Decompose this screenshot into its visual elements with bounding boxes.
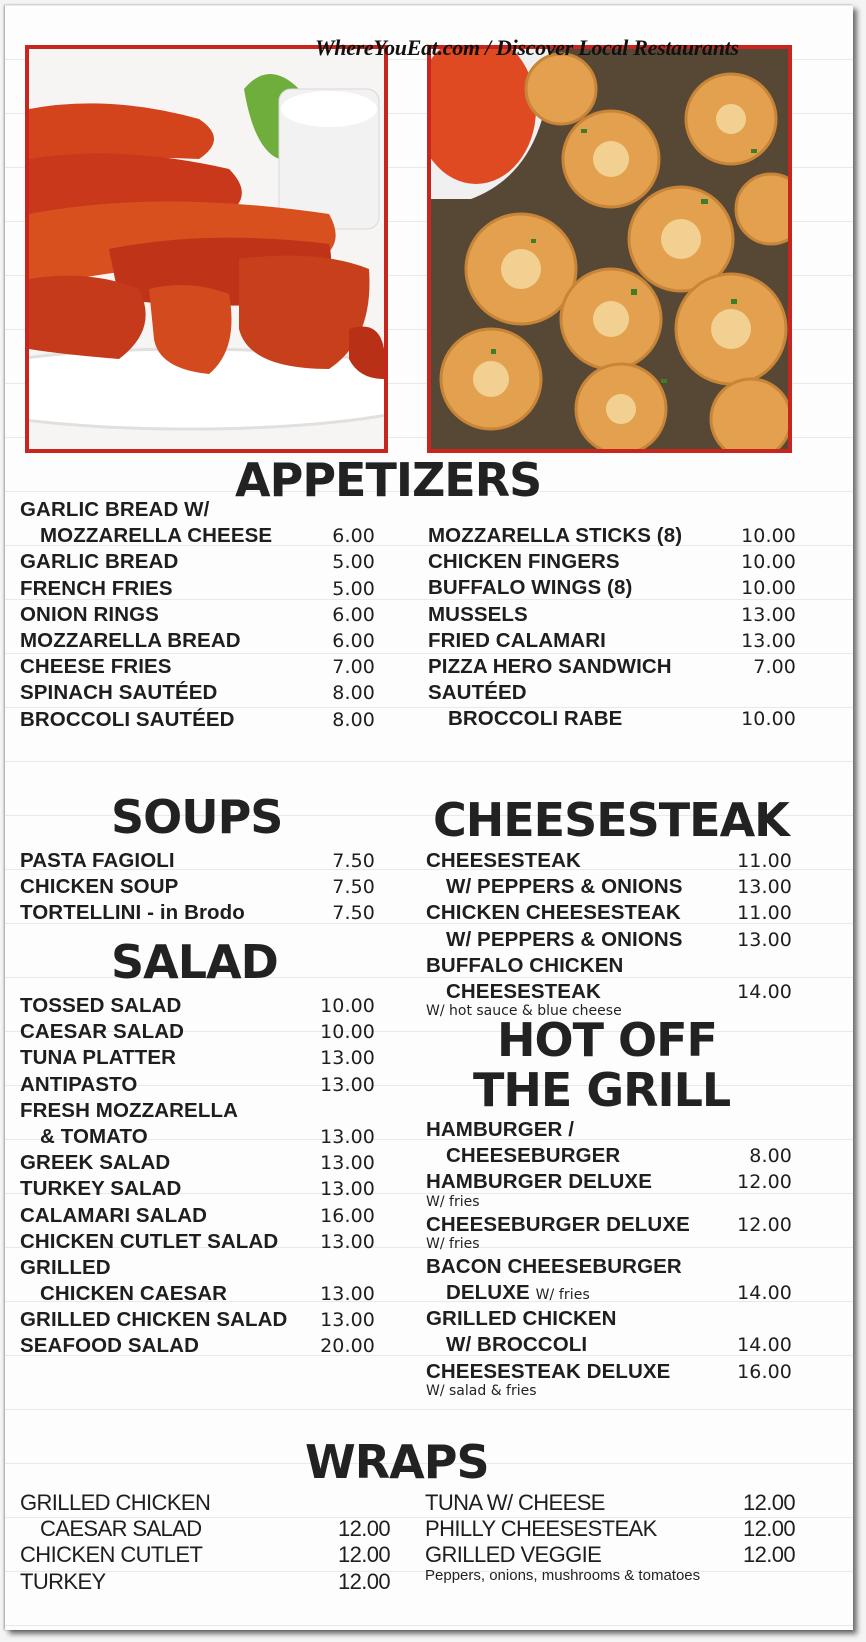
menu-item: TURKEY SALAD 13.00 — [20, 1177, 375, 1201]
menu-item: TUNA PLATTER 13.00 — [20, 1046, 375, 1070]
menu-item: ANTIPASTO 13.00 — [20, 1072, 375, 1096]
menu-item: GRILLED VEGGIE 12.00 — [425, 1542, 795, 1568]
menu-item: W/ BROCCOLI 14.00 — [446, 1333, 792, 1357]
menu-item: PIZZA HERO SANDWICH 7.00 — [428, 654, 796, 678]
grill-list — [426, 1117, 792, 1401]
menu-item: GRILLED CHICKEN — [426, 1307, 617, 1331]
menu-item: SAUTÉED — [428, 681, 527, 705]
salad-heading: SALAD — [111, 935, 278, 989]
menu-item: FRIED CALAMARI 13.00 — [428, 628, 796, 652]
menu-item: BROCCOLI SAUTÉED 8.00 — [20, 707, 375, 731]
menu-item: & TOMATO 13.00 — [40, 1124, 375, 1148]
cheesesteak-list — [426, 848, 792, 1021]
menu-item: SEAFOOD SALAD 20.00 — [20, 1334, 375, 1358]
menu-item: PASTA FAGIOLI 7.50 — [20, 849, 375, 872]
menu-item: HAMBURGER / — [426, 1118, 575, 1141]
wraps-heading: WRAPS — [305, 1435, 489, 1489]
cheesesteak-heading: CHEESESTEAK — [433, 793, 789, 847]
menu-item: GARLIC BREAD W/ — [20, 498, 210, 521]
soups-heading: SOUPS — [111, 790, 283, 844]
grill-heading-line1: HOT OFF — [497, 1013, 717, 1067]
menu-item: GRILLED CHICKEN — [20, 1490, 211, 1515]
inline-note: W/ fries — [535, 1286, 590, 1303]
wraps-left-list — [20, 1490, 390, 1595]
menu-item: MOZZARELLA CHEESE 6.00 — [40, 524, 375, 548]
menu-item: CALAMARI SALAD 16.00 — [20, 1203, 375, 1227]
menu-item: CHEESEBURGER DELUXE 12.00 — [426, 1212, 792, 1236]
item-note: W/ fries — [426, 1235, 480, 1252]
buffalo-wings-photo — [25, 45, 388, 453]
menu-item: CHICKEN SOUP 7.50 — [20, 875, 375, 899]
menu-item: TURKEY 12.00 — [20, 1568, 390, 1594]
menu-item: BACON CHEESEBURGER — [426, 1254, 682, 1278]
menu-item: MOZZARELLA BREAD 6.00 — [20, 628, 375, 652]
item-note: W/ fries — [426, 1193, 480, 1210]
appetizers-left-list — [20, 497, 375, 733]
grill-heading-line2: THE GRILL — [473, 1063, 731, 1117]
menu-item: TORTELLINI - in Brodo 7.50 — [20, 901, 375, 925]
menu-item: TOSSED SALAD 10.00 — [20, 994, 375, 1017]
menu-item: PHILLY CHEESESTEAK 12.00 — [425, 1516, 795, 1542]
fried-calamari-photo — [427, 45, 792, 453]
menu-item: CHICKEN CHEESESTEAK 11.00 — [426, 901, 792, 925]
soups-list — [20, 848, 375, 927]
menu-item: CHICKEN FINGERS 10.00 — [428, 550, 796, 574]
item-note: W/ hot sauce & blue cheese — [426, 1003, 622, 1020]
menu-page — [5, 5, 853, 1630]
appetizers-heading: APPETIZERS — [235, 453, 542, 507]
menu-item: CHEESESTEAK 11.00 — [426, 849, 792, 872]
salad-list — [20, 993, 375, 1360]
menu-item: FRESH MOZZARELLA — [20, 1098, 238, 1122]
menu-item: HAMBURGER DELUXE 12.00 — [426, 1170, 792, 1194]
menu-item: TUNA W/ CHEESE 12.00 — [425, 1490, 795, 1515]
menu-item: BROCCOLI RABE 10.00 — [448, 707, 796, 731]
menu-item: DELUXE W/ fries 14.00 — [446, 1280, 792, 1304]
site-watermark: WhereYouEat.com / Discover Local Restaurants — [315, 35, 739, 60]
menu-item: GARLIC BREAD 5.00 — [20, 550, 375, 574]
menu-item: CAESAR SALAD 12.00 — [40, 1516, 390, 1542]
menu-item: CHICKEN CUTLET 12.00 — [20, 1542, 390, 1568]
menu-item: FRENCH FRIES 5.00 — [20, 576, 375, 600]
item-note: W/ salad & fries — [426, 1382, 537, 1399]
menu-item: CHEESESTEAK DELUXE 16.00 — [426, 1359, 792, 1383]
item-note: Peppers, onions, mushrooms & tomatoes — [425, 1566, 701, 1584]
menu-item: MOZZARELLA STICKS (8) 10.00 — [428, 524, 796, 547]
menu-item: CHICKEN CUTLET SALAD 13.00 — [20, 1229, 375, 1253]
appetizers-right-list — [428, 523, 796, 733]
fried-calamari-image-icon — [431, 49, 788, 449]
menu-item: SPINACH SAUTÉED 8.00 — [20, 681, 375, 705]
menu-item: ONION RINGS 6.00 — [20, 602, 375, 626]
menu-item: W/ PEPPERS & ONIONS 13.00 — [446, 927, 792, 951]
menu-item: GREEK SALAD 13.00 — [20, 1151, 375, 1175]
menu-item: CAESAR SALAD 10.00 — [20, 1020, 375, 1044]
menu-item: CHICKEN CAESAR 13.00 — [40, 1282, 375, 1306]
menu-item: CHEESE FRIES 7.00 — [20, 655, 375, 679]
menu-item: BUFFALO CHICKEN — [426, 953, 624, 977]
menu-item: CHEESESTEAK 14.00 — [446, 979, 792, 1003]
buffalo-wings-image-icon — [29, 49, 384, 449]
menu-item: GRILLED CHICKEN SALAD 13.00 — [20, 1308, 375, 1332]
menu-item: BUFFALO WINGS (8) 10.00 — [428, 576, 796, 600]
menu-item: MUSSELS 13.00 — [428, 602, 796, 626]
wraps-right-list — [425, 1490, 795, 1585]
menu-item: GRILLED — [20, 1255, 111, 1279]
menu-item: W/ PEPPERS & ONIONS 13.00 — [446, 875, 792, 899]
menu-item: CHEESEBURGER 8.00 — [446, 1144, 792, 1168]
